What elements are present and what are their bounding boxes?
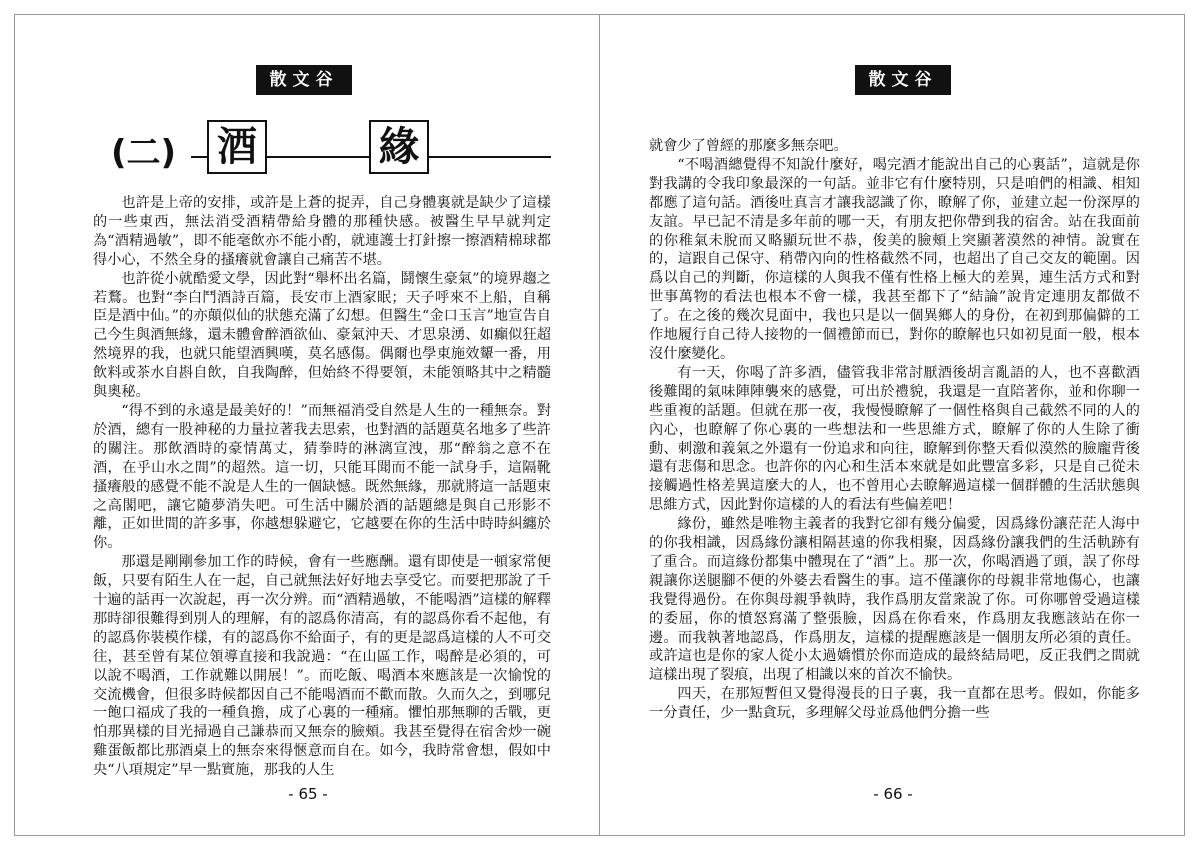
paragraph: 緣份，雖然是唯物主義者的我對它卻有幾分偏愛，因爲緣份讓茫茫人海中的你我相識，因爲緣份讓相隔甚遠的你我相聚，因爲緣份讓我們的生活軌跡有了重合。而這緣份都集中體現在了“酒”上。那一次，你喝酒過了頭，誤了你母親讓你送腿腳不便的外婆去看醫生的事。這不僅讓你的母親非常地傷心，也讓我覺得過份。在你與母親爭執時，我作爲朋友當衆說了你。可你哪曾受過這樣的委屈，你的憤怒寫滿了整張臉，因爲在你看來，作爲朋友我應該站在你一邊。而我執著地認爲，作爲朋友，這樣的提醒應該是一個朋友所必須的責任。或許這也是你的家人從小太過嬌慣於你而造成的最終結局吧，反正我們之間就這樣出現了裂痕，出現了相識以來的首次不愉快。 (649, 516, 1140, 684)
left-page-body (93, 194, 551, 780)
right-page-body (649, 137, 1140, 723)
paragraph: 也許是上帝的安排，或許是上蒼的捉弄，自己身體裏就是缺少了這樣的一些東西，無法消受酒精帶給身體的那種快感。被醫生早早就判定為“酒精過敏”，即不能毫飲亦不能小酌，就連護士打針擦一擦酒精棉球都得小心，不然全身的搔癢就會讓自己痛苦不堪。 (93, 195, 551, 268)
paragraph: 那還是剛剛參加工作的時候，會有一些應酬。還有即使是一頓家常便飯，只要有陌生人在一起，自己就無法好好地去享受它。而要把那說了千十遍的話再一次說起，再一次分辨。而“酒精過敏，不能喝酒”這樣的解釋那時卻很難得到別人的理解，有的認爲你清高，有的認爲你看不起他，有的認爲你裝模作樣，有的認爲你不給面子，有的更是認爲這樣的人不可交往，甚至曾有某位領導直接和我說過：“在山區工作，喝醉是必須的，可以說不喝酒，工作就難以開展！”。而吃飯、喝酒本來應該是一次愉悅的交流機會，但很多時候都因自己不能喝酒而不歡而散。久而久之，到哪兒一飽口福成了我的一種負擔，成了心裏的一種痛。懼怕那無聊的舌戰，更怕那異樣的目光掃過自己謙恭而又無奈的臉頰。我甚至覺得在宿舍炒一碗雞蛋飯都比那酒桌上的無奈來得愜意而自在。如今，我時常會想，假如中央“八項規定”早一點實施，那我的人生 (93, 554, 551, 779)
paragraph: “得不到的永遠是最美好的！”而無福消受自然是人生的一種無奈。對於酒，總有一股神秘的力量拉著我去思索，也對酒的話題莫名地多了些許的關注。那飲酒時的豪情萬丈，猜拳時的淋漓宣洩，那“醉翁之意不在酒，在乎山水之間”的超然。這一切，只能耳聞而不能一試身手，這隔靴搔癢般的感覺不能不說是人生的一個缺憾。既然無緣，那就將這一話題束之高閣吧，讓它隨夢消失吧。可生活中關於酒的話題總是與自己形影不離，正如世間的許多事，你越想躲避它，它越要在你的生活中時時糾纏於你。 (93, 402, 551, 552)
chapter-title-char-2: 緣 (369, 120, 429, 174)
chapter-number: (二) (111, 133, 177, 173)
page-header-title: 散文谷 (256, 65, 352, 95)
right-page (599, 14, 1185, 836)
page-number: - 66 - (873, 785, 913, 803)
paragraph: 就會少了曾經的那麼多無奈吧。 (649, 138, 848, 154)
paragraph: “不喝酒總覺得不知說什麼好，喝完酒才能說出自己的心裏話”，這就是你對我講的令我印象最深的一句話。並非它有什麼特別，只是咱們的相識、相知都應了這句話。酒後吐真言才讓我認識了你，瞭解了你，並建立起一份深厚的友誼。早已記不清是多年前的哪一天，有朋友把你帶到我的宿舍。站在我面前的你稚氣未脫而又略顯玩世不恭，俊美的臉頰上突顯著漠然的神情。說實在的，這跟自己保守、稍帶內向的性格截然不同，也超出了自己交友的範圍。因爲以自己的判斷，你這樣的人與我不僅有性格上極大的差異，連生活方式和對世事萬物的看法也根本不會一樣，我甚至都下了“結論”說肯定連朋友都做不了。在之後的幾次見面中，我也只是以一個異鄉人的身份，在初到那偏僻的工作地履行自己待人接物的一個禮節而已，對你的瞭解也只如初見面一般，根本沒什麼變化。 (649, 156, 1140, 362)
page-header-title: 散文谷 (855, 65, 951, 95)
paragraph: 有一天，你喝了許多酒，儘管我非常討厭酒後胡言亂語的人，也不喜歡酒後難聞的氣味陣陣襲來的感覺，可出於禮貌，我還是一直陪著你，並和你聊一些重複的話題。但就在那一夜，我慢慢瞭解了一個性格與自己截然不同的人的內心，也瞭解了你心裏的一些想法和一些思維方式，瞭解了你的人生除了衝動、刺激和義氣之外還有一份追求和向往，瞭解到你整天看似漠然的臉龐背後還有悲傷和思念。也許你的內心和生活本來就是如此豐富多彩，只是自己從未接觸過性格差異這麼大的人，也不曾用心去瞭解過這樣一個群體的生活狀態與思維方式，因此對你這樣的人的看法有些偏差吧！ (649, 364, 1140, 514)
left-page (14, 14, 600, 836)
chapter-title-char-1: 酒 (207, 120, 267, 174)
paragraph: 四天，在那短暫但又覺得漫長的日子裏，我一直都在思考。假如，你能多一分責任，少一點貪玩，多理解父母並爲他們分擔一些 (649, 686, 1140, 722)
page-number: - 65 - (288, 785, 328, 803)
paragraph: 也許從小就酷愛文學，因此對“舉杯出名篇，鬪懷生豪氣”的境界趨之若鶩。也對“李白鬥酒詩百篇，長安市上酒家眠；天子呼來不上船，自稱臣是酒中仙。”的亦顛似仙的狀態充滿了幻想。但醫生“金口玉言”地宣告自己今生與酒無緣，還未體會醉酒欲仙、豪氣沖天、才思泉湧、如癲似狂超然境界的我，也就只能望酒興嘆，莫名感傷。偶爾也學東施效顰一番，用飲料或茶水自斟自飲，自我陶醉，但始終不得要領，未能領略其中之精髓與奧秘。 (93, 270, 551, 401)
chapter-heading (15, 118, 601, 178)
